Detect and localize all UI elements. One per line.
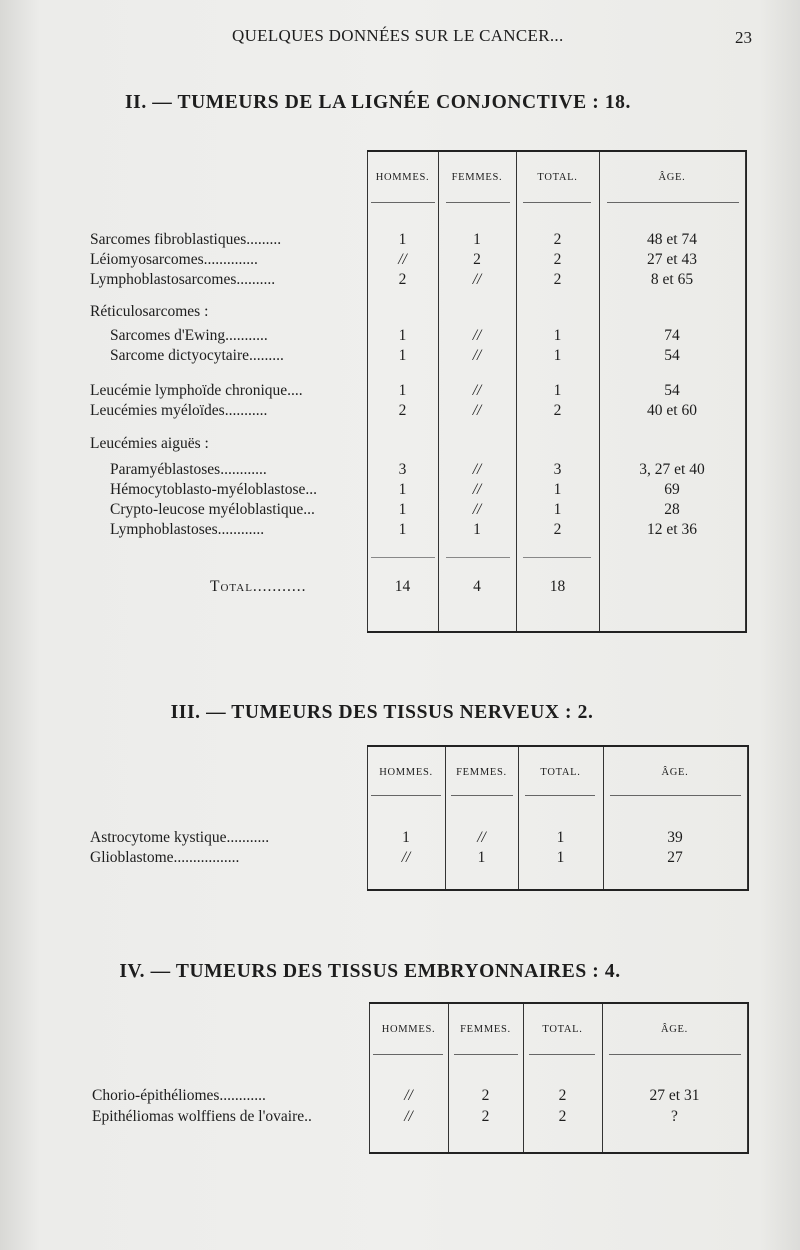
cell-femmes: 2 (481, 1087, 490, 1104)
row-label: Lymphoblastosarcomes.......... (90, 271, 276, 288)
section-iv-table (369, 1002, 749, 1154)
row-label: Crypto-leucose myéloblastique... (110, 501, 315, 518)
cell-hommes: 2 (398, 271, 407, 288)
cell-femmes: // (477, 829, 486, 846)
cell-total: 1 (556, 829, 565, 846)
cell-age: 27 (667, 849, 683, 866)
cell-total: 1 (553, 501, 562, 518)
cell-hommes: // (404, 1108, 413, 1125)
header-rule (610, 795, 741, 796)
cell-age: 28 (664, 501, 680, 518)
column-header-hommes: HOMMES. (379, 767, 433, 778)
cell-hommes: 1 (398, 347, 407, 364)
row-label: Chorio-épithéliomes............ (92, 1087, 266, 1104)
header-rule (529, 1054, 595, 1055)
column-header-femmes: FEMMES. (456, 767, 507, 778)
cell-total: 2 (558, 1087, 567, 1104)
cell-age: 54 (664, 347, 680, 364)
cell-femmes: // (472, 461, 482, 478)
cell-femmes: 2 (481, 1108, 490, 1125)
cell-total: 2 (553, 251, 562, 268)
cell-hommes: 1 (398, 327, 407, 344)
header-rule (373, 1054, 443, 1055)
cell-femmes: 1 (477, 849, 486, 866)
column-header-age: ÂGE. (660, 1024, 688, 1035)
total-total: 18 (549, 578, 566, 595)
cell-hommes: 1 (398, 521, 407, 538)
total-rule (371, 557, 435, 558)
cell-age: 39 (667, 829, 683, 846)
cell-total: 1 (556, 849, 565, 866)
header-rule (607, 202, 739, 203)
cell-age: 54 (664, 382, 680, 399)
row-label: Glioblastome................. (90, 849, 240, 866)
section-iv-title: IV. — TUMEURS DES TISSUS EMBRYONNAIRES : 4. (119, 961, 621, 982)
cell-total: 3 (553, 461, 562, 478)
cell-age: 27 et 43 (647, 251, 697, 268)
column-divider (747, 1004, 748, 1152)
section-iii-title: III. — TUMEURS DES TISSUS NERVEUX : 2. (170, 702, 594, 723)
total-rule (523, 557, 591, 558)
cell-femmes: 1 (473, 521, 481, 538)
cell-hommes: 1 (398, 382, 407, 399)
cell-age: 27 et 31 (649, 1087, 700, 1104)
cell-total: 1 (553, 327, 562, 344)
header-rule (525, 795, 595, 796)
cell-femmes: // (472, 382, 482, 399)
cell-total: 2 (553, 271, 562, 288)
cell-femmes: // (472, 347, 482, 364)
row-label: Astrocytome kystique........... (90, 829, 270, 846)
cell-femmes: // (472, 402, 482, 419)
section-ii-title: II. — TUMEURS DE LA LIGNÉE CONJONCTIVE : 18. (124, 92, 632, 113)
column-divider (747, 747, 748, 889)
cell-femmes: // (472, 271, 482, 288)
cell-age: 69 (664, 481, 680, 498)
row-label: Leucémies myéloïdes........... (90, 402, 268, 419)
cell-femmes: // (472, 501, 482, 518)
header-rule (451, 795, 513, 796)
header-rule (371, 202, 435, 203)
section-iii-table (367, 745, 749, 891)
cell-femmes: 2 (473, 251, 481, 268)
header-rule (371, 795, 441, 796)
cell-femmes: 1 (473, 231, 481, 248)
cell-femmes: // (472, 481, 482, 498)
total-rule (446, 557, 510, 558)
column-header-total: TOTAL. (542, 1024, 583, 1035)
cell-hommes: // (401, 849, 411, 866)
header-rule (446, 202, 510, 203)
cell-total: 1 (553, 481, 562, 498)
header-rule (454, 1054, 518, 1055)
cell-total: 1 (553, 347, 562, 364)
row-label: Leucémie lymphoïde chronique.... (90, 382, 303, 399)
cell-age: 40 et 60 (647, 402, 697, 419)
row-subheading: Réticulosarcomes : (90, 303, 209, 320)
cell-age: 8 et 65 (650, 271, 694, 288)
header-rule (523, 202, 591, 203)
cell-hommes: // (404, 1087, 413, 1104)
cell-age: 3, 27 et 40 (639, 461, 705, 478)
row-subheading: Leucémies aiguës : (90, 435, 209, 452)
cell-hommes: 3 (398, 461, 407, 478)
column-header-hommes: HOMMES. (381, 1024, 436, 1035)
column-divider (745, 152, 746, 631)
running-title: QUELQUES DONNÉES SUR LE CANCER... (232, 26, 564, 45)
row-label: Sarcomes fibroblastiques......... (90, 231, 282, 248)
column-header-total: TOTAL. (537, 172, 578, 183)
row-label: Sarcomes d'Ewing........... (110, 327, 268, 344)
row-label: Epithéliomas wolffiens de l'ovaire.. (92, 1108, 312, 1125)
column-header-age: ÂGE. (658, 172, 686, 183)
total-femmes: 4 (473, 578, 481, 595)
cell-total: 2 (558, 1108, 567, 1125)
row-label: Paramyéblastoses............ (110, 461, 267, 478)
cell-age: 12 et 36 (647, 521, 697, 538)
column-header-total: TOTAL. (540, 767, 581, 778)
column-header-age: ÂGE. (661, 767, 689, 778)
row-label: Hémocytoblasto-myéloblastose... (110, 481, 318, 498)
cell-hommes: 1 (402, 829, 410, 846)
cell-total: 2 (553, 231, 562, 248)
row-label: Léiomyosarcomes.............. (90, 251, 258, 268)
cell-age: 48 et 74 (647, 231, 697, 248)
cell-age: ? (671, 1108, 678, 1125)
column-header-hommes: HOMMES. (375, 172, 430, 183)
row-label: Lymphoblastoses............ (110, 521, 265, 538)
cell-total: 1 (553, 382, 562, 399)
row-label: Sarcome dictyocytaire......... (110, 347, 284, 364)
cell-hommes: 1 (398, 481, 407, 498)
page-number: 23 (735, 28, 752, 47)
running-head (0, 26, 800, 50)
cell-age: 74 (664, 327, 680, 344)
total-hommes: 14 (394, 578, 411, 595)
total-label: Total........... (210, 578, 307, 595)
cell-hommes: 1 (398, 501, 407, 518)
cell-hommes: 1 (398, 231, 407, 248)
cell-hommes: 2 (398, 402, 407, 419)
cell-total: 2 (553, 402, 562, 419)
column-header-femmes: FEMMES. (460, 1024, 511, 1035)
header-rule (609, 1054, 741, 1055)
cell-hommes: // (398, 251, 407, 268)
cell-femmes: // (472, 327, 482, 344)
column-header-femmes: FEMMES. (451, 172, 503, 183)
cell-total: 2 (553, 521, 562, 538)
